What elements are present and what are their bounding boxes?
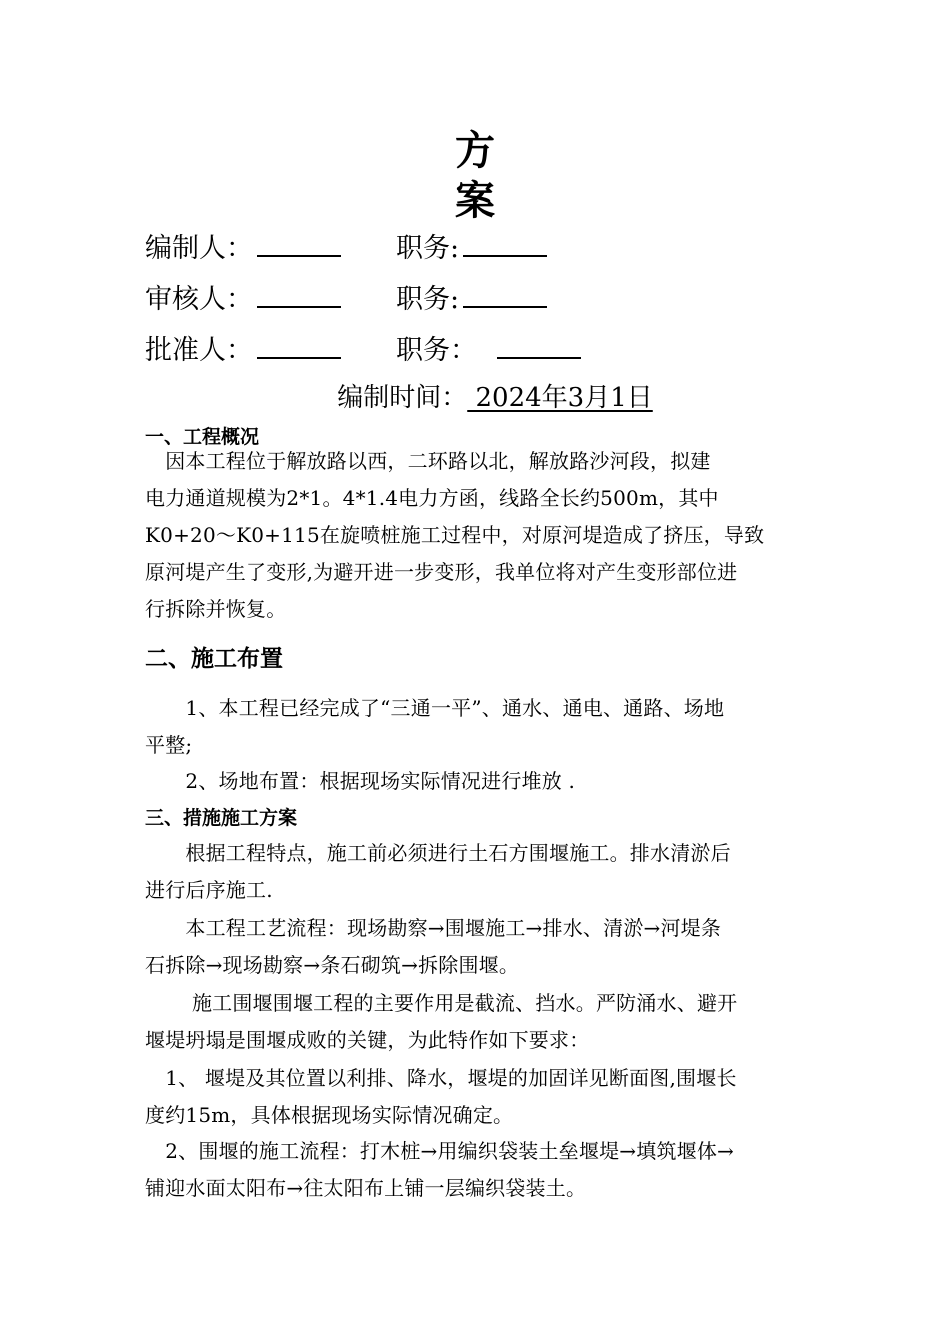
text-line: 电力通道规模为2*1。4*1.4电力方函，线路全长约500m，其中 (145, 486, 719, 510)
duty-label: 职务： (396, 335, 477, 366)
text-line: 石拆除→现场勘察→条石砌筑→拆除围堰。 (145, 953, 520, 977)
duty-blank (463, 233, 547, 257)
signature-label: 编制人： (145, 233, 253, 264)
text-line: K0+20～K0+115在旋喷桩施工过程中，对原河堤造成了挤压，导致 (145, 523, 765, 547)
measures-paragraph-2 (145, 910, 810, 984)
duty-blank (463, 284, 547, 308)
text-line: 原河堤产生了变形,为避开进一步变形，我单位将对产生变形部位进 (145, 560, 738, 584)
text-line: 2、场地布置：根据现场实际情况进行堆放 . (145, 769, 576, 793)
measures-paragraph-4 (145, 1060, 810, 1134)
text-line: 度约15m，具体根据现场实际情况确定。 (145, 1103, 514, 1127)
signature-blank (257, 284, 341, 308)
text-line: 1、 堰堤及其位置以利排、降水，堰堤的加固详见断面图,围堰长 (145, 1066, 737, 1090)
text-line: 根据工程特点，施工前必须进行土石方围堰施工。排水清淤后 (145, 841, 731, 865)
measures-paragraph-3 (145, 985, 810, 1059)
signature-row-approver (145, 334, 477, 368)
compile-date-row (0, 381, 950, 415)
text-line: 铺迎水面太阳布→往太阳布上铺一层编织袋装土。 (145, 1176, 587, 1200)
text-line: 2、围堰的施工流程：打木桩→用编织袋装土垒堰堤→填筑堰体→ (145, 1139, 734, 1163)
duty-blank (497, 335, 581, 359)
signature-label: 审核人： (145, 284, 253, 315)
duty-field (396, 283, 547, 317)
document-title-line-2: 案 (455, 178, 495, 224)
measures-paragraph-1 (145, 835, 810, 909)
text-line: 本工程工艺流程：现场勘察→围堰施工→排水、清淤→河堤条 (145, 916, 722, 940)
text-line: 因本工程位于解放路以西，二环路以北，解放路沙河段，拟建 (145, 449, 711, 473)
duty-field (396, 232, 547, 266)
text-line: 施工围堰围堰工程的主要作用是截流、挡水。严防涌水、避开 (145, 991, 738, 1015)
overview-paragraph (145, 443, 810, 628)
text-line: 1、本工程已经完成了“三通一平”、通水、通电、通路、场地 (145, 696, 725, 720)
duty-field (396, 334, 581, 368)
duty-label: 职务: (396, 233, 460, 264)
section-heading-layout: 二、施工布置 (145, 646, 283, 672)
layout-paragraph-2 (145, 763, 810, 800)
duty-label: 职务: (396, 284, 460, 315)
section-heading-measures: 三、措施施工方案 (145, 807, 298, 829)
document-title-line-1: 方 (455, 128, 495, 174)
signature-blank (257, 233, 341, 257)
section-heading-overview: 一、工程概况 (145, 426, 260, 448)
text-line: 进行后序施工. (145, 878, 273, 902)
text-line: 行拆除并恢复。 (145, 597, 287, 621)
measures-paragraph-5 (145, 1133, 810, 1207)
signature-row-reviewer (145, 283, 460, 317)
compile-date-value: 2024年3月1日 (467, 383, 653, 413)
layout-paragraph-1 (145, 690, 810, 764)
signature-blank (257, 335, 341, 359)
text-line: 堰堤坍塌是围堰成败的关键，为此特作如下要求： (145, 1028, 590, 1052)
text-line: 平整; (145, 733, 193, 757)
compile-date-label: 编制时间： (337, 383, 468, 413)
signature-label: 批准人： (145, 335, 253, 366)
signature-row-author (145, 232, 460, 266)
